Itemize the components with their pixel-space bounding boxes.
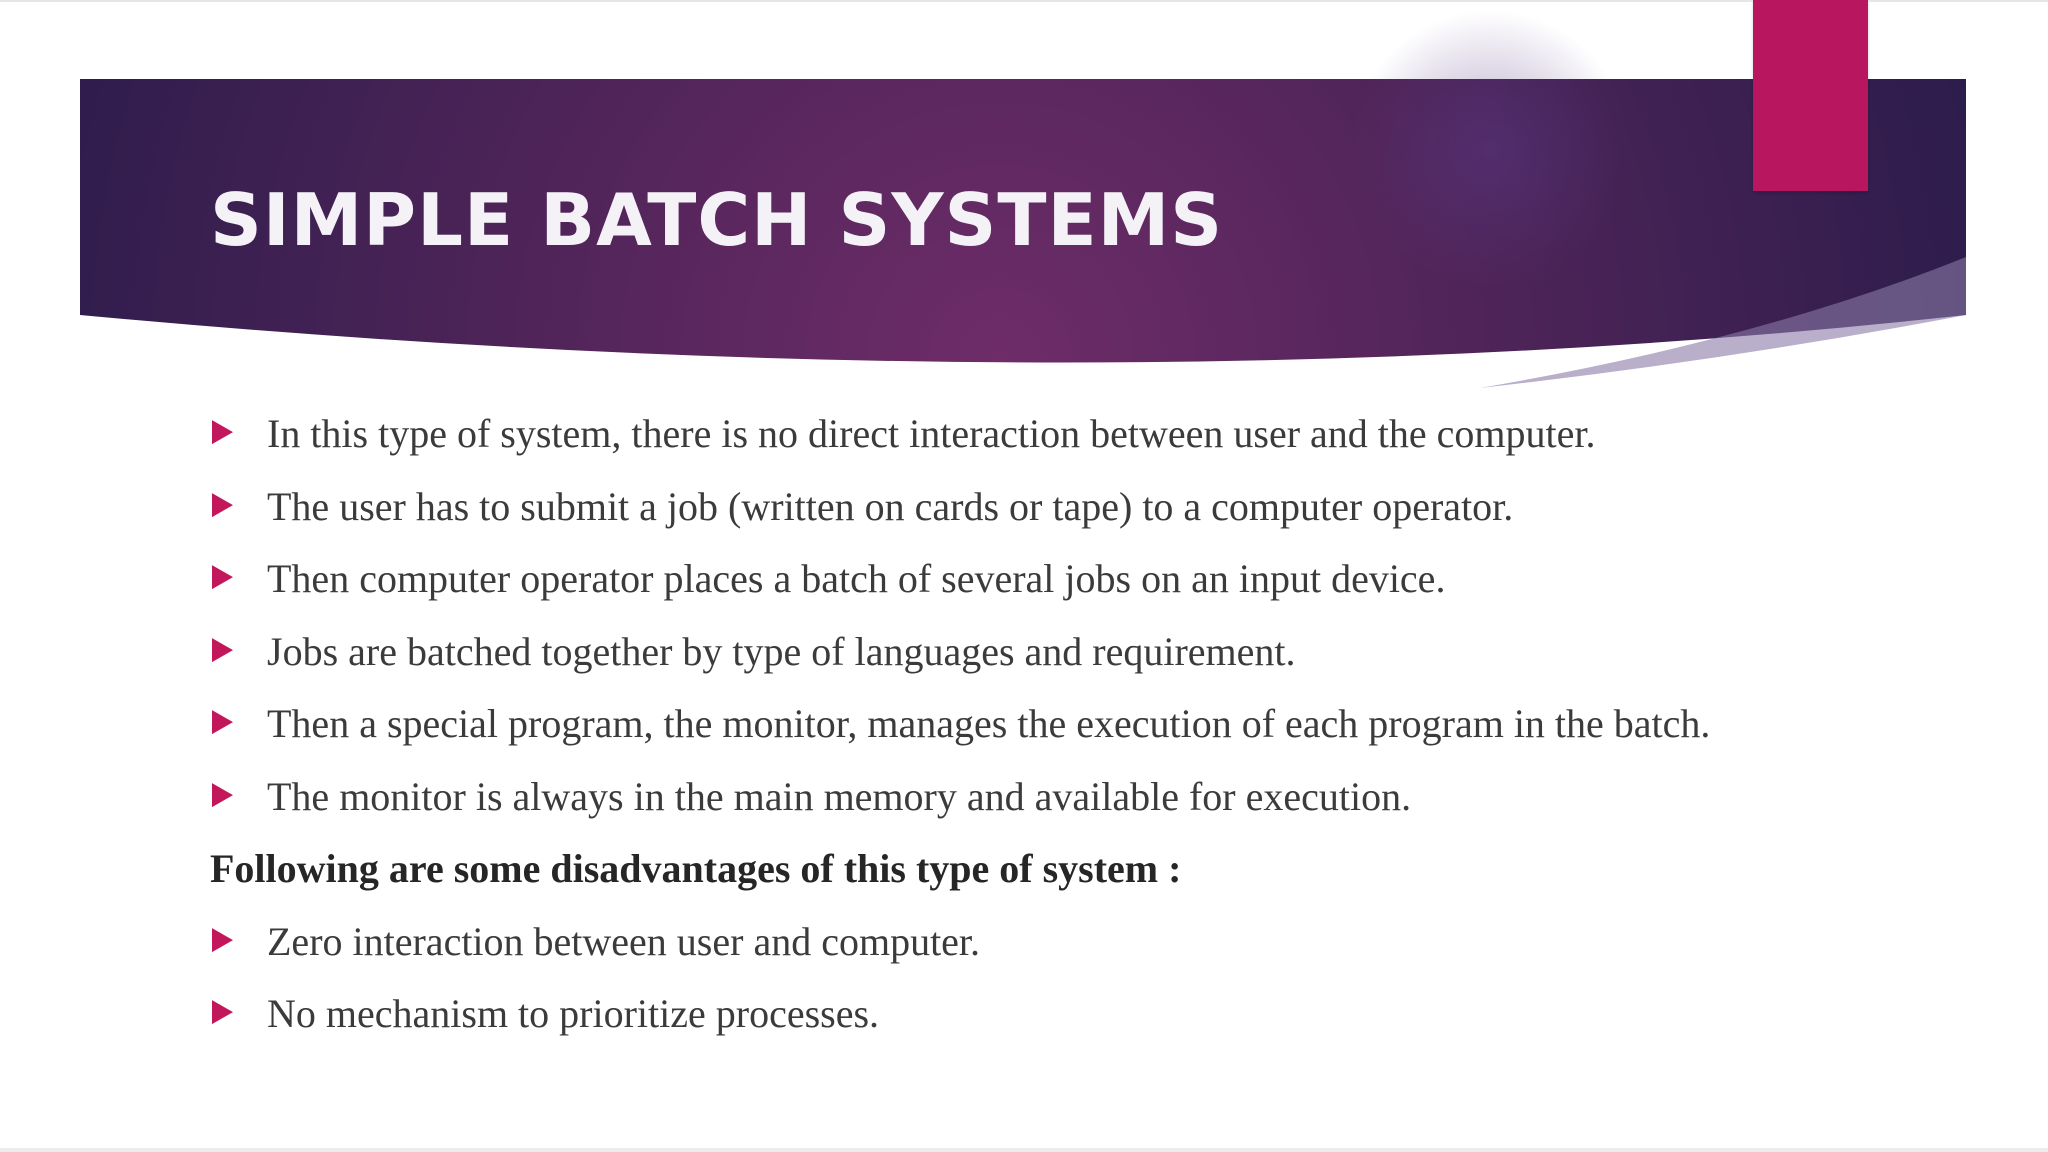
list-item	[210, 688, 1910, 761]
bullet-text: Then a special program, the monitor, manages the execution of each program in the batch.	[267, 701, 1711, 746]
list-item	[210, 543, 1910, 616]
triangle-bullet-icon	[212, 928, 233, 952]
bullet-text: The user has to submit a job (written on cards or tape) to a computer operator.	[267, 483, 1514, 529]
triangle-bullet-icon	[212, 420, 233, 444]
triangle-bullet-icon	[212, 783, 233, 807]
list-item	[210, 471, 1910, 544]
triangle-bullet-icon	[212, 710, 233, 734]
list-item	[210, 398, 1910, 471]
slide-title: SIMPLE BATCH SYSTEMS	[210, 178, 1224, 262]
slide-content	[210, 398, 1910, 1051]
list-item	[210, 978, 1910, 1051]
list-item	[210, 906, 1910, 979]
triangle-bullet-icon	[212, 1000, 233, 1024]
bottom-border	[0, 1148, 2048, 1152]
bullet-text: Zero interaction between user and computer.	[267, 918, 981, 964]
bullet-text: In this type of system, there is no direct interaction between user and the computer.	[267, 411, 1596, 456]
triangle-bullet-icon	[212, 638, 233, 662]
bullet-text: Then computer operator places a batch of several jobs on an input device.	[267, 556, 1446, 601]
bullet-text: No mechanism to prioritize processes.	[267, 991, 880, 1036]
list-item	[210, 616, 1910, 689]
bullet-text: Jobs are batched together by type of languages and requirement.	[267, 628, 1296, 674]
triangle-bullet-icon	[212, 565, 233, 589]
triangle-bullet-icon	[212, 493, 233, 517]
bullet-text: The monitor is always in the main memory and available for execution.	[267, 773, 1412, 819]
disadvantages-heading: Following are some disadvantages of this type of system :	[210, 846, 1182, 891]
accent-tab	[1753, 0, 1868, 191]
list-item	[210, 761, 1910, 834]
